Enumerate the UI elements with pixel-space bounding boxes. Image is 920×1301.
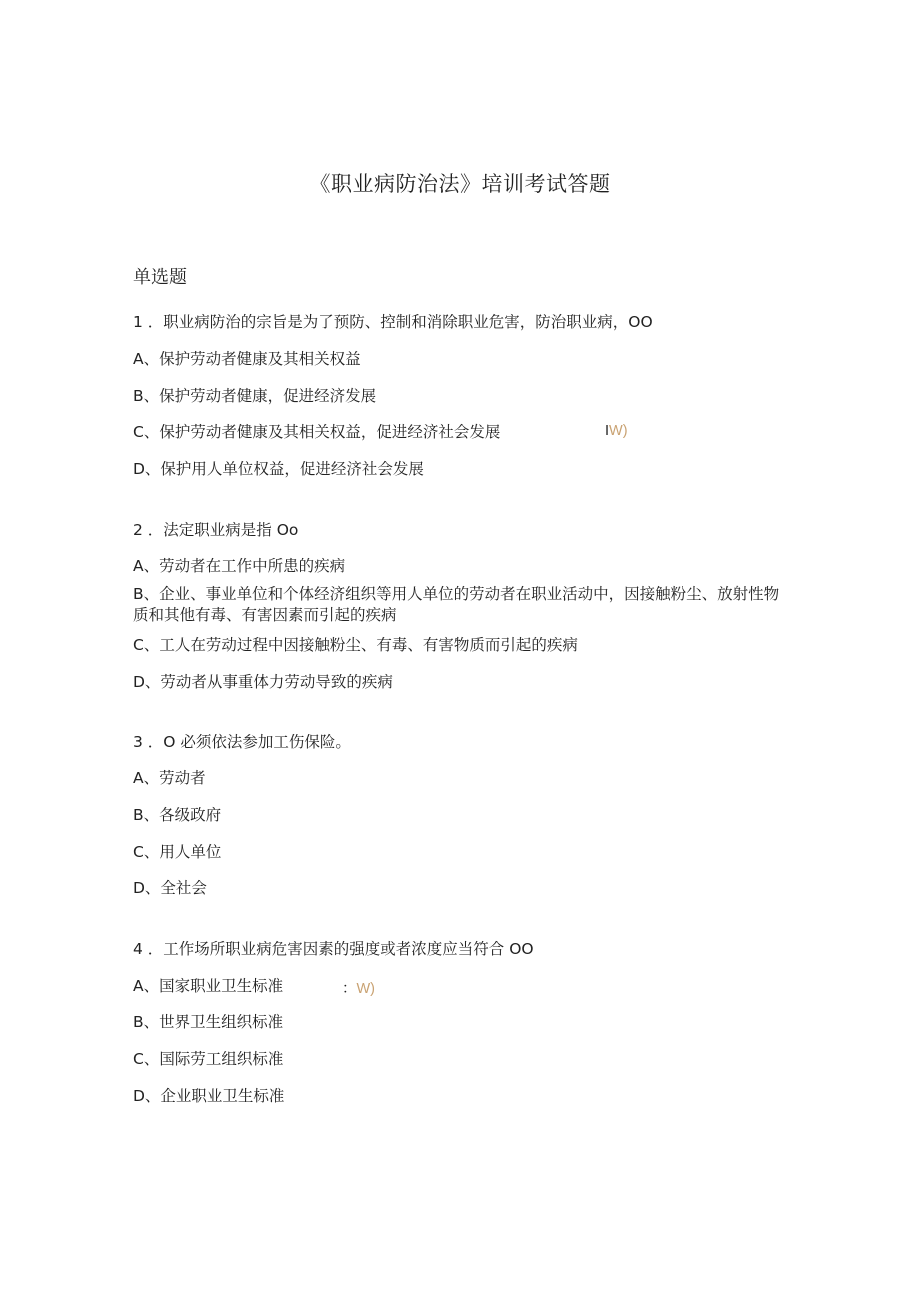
question-1-option-d: D、保护用人单位权益，促进经济社会发展 — [133, 460, 424, 478]
question-3-option-a: A、劳动者 — [133, 769, 206, 787]
question-3-stem: 3 ．O 必须依法参加工伤保险。 — [133, 733, 351, 751]
question-1-answer-mark — [605, 423, 628, 439]
question-4-option-b: B、世界卫生组织标准 — [133, 1013, 284, 1031]
question-4-answer-mark — [342, 977, 375, 998]
answer-mark-text: W) — [609, 423, 628, 439]
question-2-option-b: B、企业、事业单位和个体经济组织等用人单位的劳动者在职业活动中，因接触粉尘、放射性物质和其他有毒、有害因素而引起的疾病 — [133, 585, 780, 624]
question-4-option-a: A、国家职业卫生标准 — [133, 977, 284, 995]
question-1-stem: 1 ．职业病防治的宗旨是为了预防、控制和消除职业危害，防治职业病，OO — [133, 313, 653, 331]
question-1-option-a: A、保护劳动者健康及其相关权益 — [133, 350, 361, 368]
question-3-option-b: B、各级政府 — [133, 806, 222, 824]
question-4-option-c: C、国际劳工组织标准 — [133, 1050, 284, 1068]
answer-mark-prefix: ： — [342, 981, 357, 997]
question-2-stem: 2 ．法定职业病是指 Oo — [133, 521, 299, 539]
question-1-option-c: C、保护劳动者健康及其相关权益，促进经济社会发展 — [133, 423, 501, 441]
question-2-option-c: C、工人在劳动过程中因接触粉尘、有毒、有害物质而引起的疾病 — [133, 636, 578, 654]
section-heading: 单选题 — [133, 267, 187, 288]
question-4-stem: 4 ．工作场所职业病危害因素的强度或者浓度应当符合 OO — [133, 940, 534, 958]
question-2-option-a: A、劳动者在工作中所患的疾病 — [133, 557, 346, 575]
answer-mark-text: W) — [356, 981, 376, 997]
question-2-option-d: D、劳动者从事重体力劳动导致的疾病 — [133, 673, 393, 691]
question-1-option-b: B、保护劳动者健康，促进经济发展 — [133, 387, 377, 405]
question-4-option-d: D、企业职业卫生标准 — [133, 1087, 285, 1105]
document-title: 《职业病防治法》培训考试答题 — [309, 172, 611, 196]
question-3-option-d: D、全社会 — [133, 879, 207, 897]
question-3-option-c: C、用人单位 — [133, 843, 222, 861]
answer-mark-prefix: I — [605, 423, 610, 439]
